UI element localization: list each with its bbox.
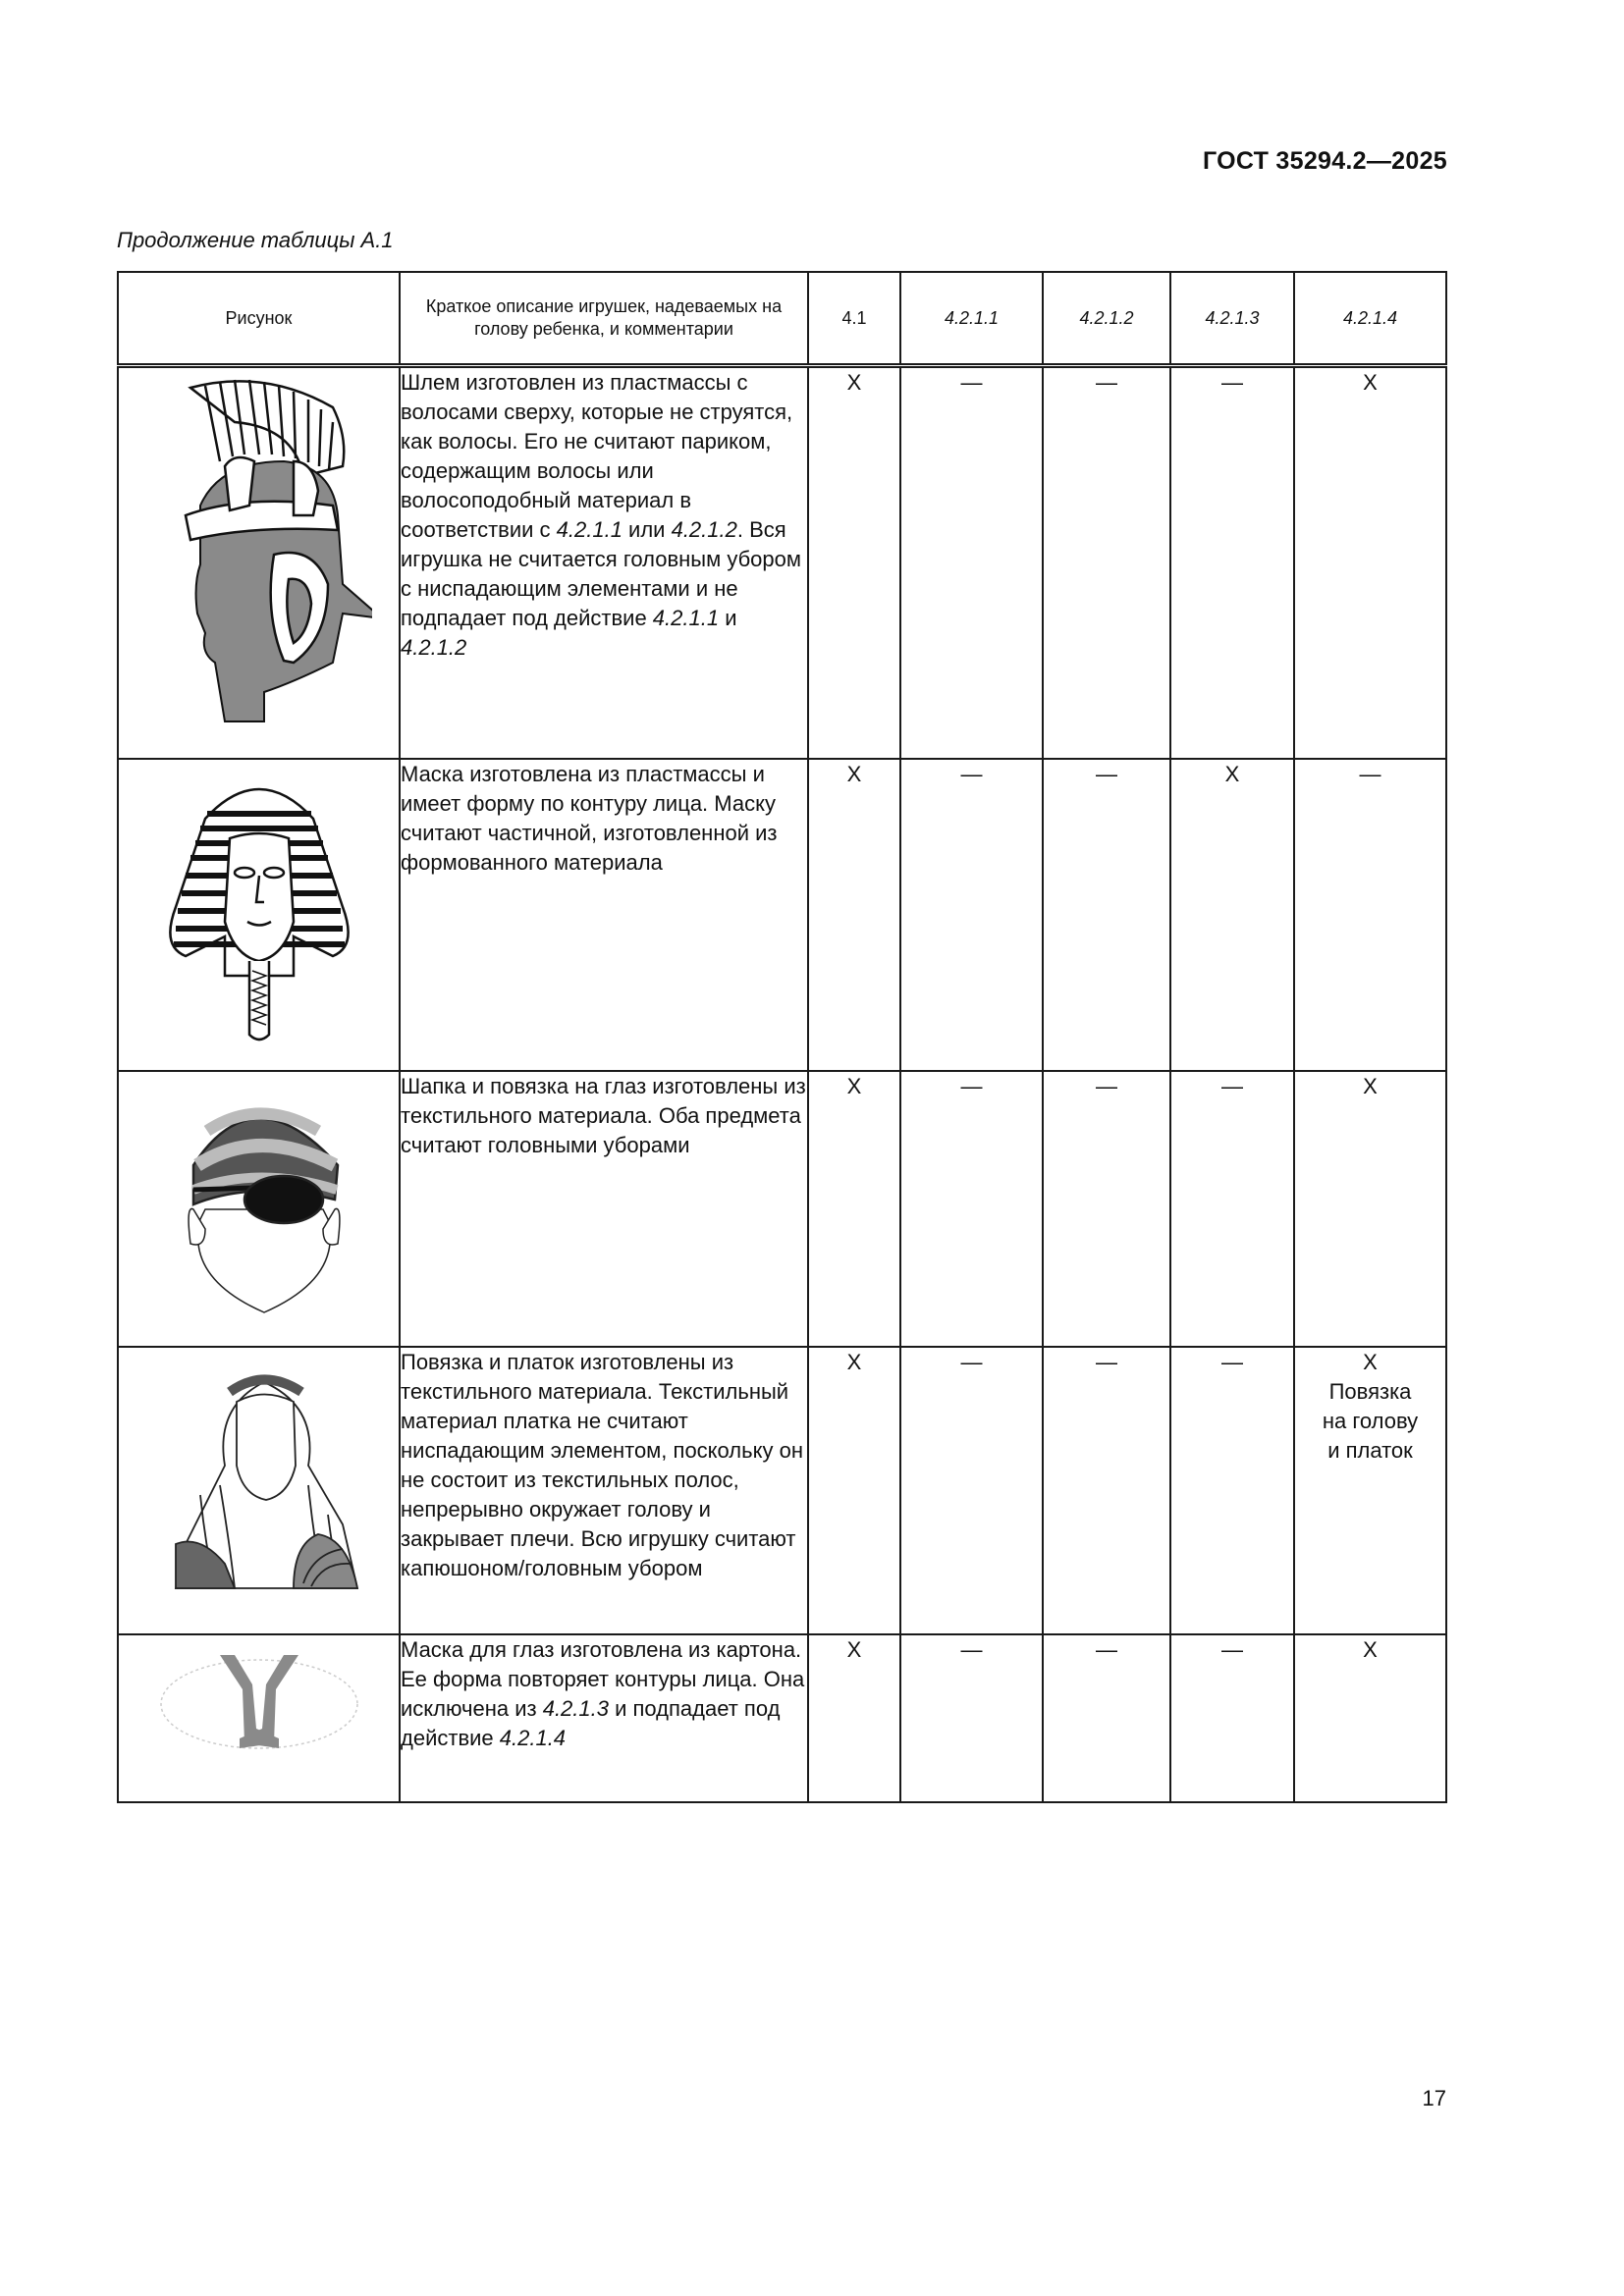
toys-table bbox=[117, 271, 1447, 1803]
clause-reference: 4.2.1.2 bbox=[401, 635, 467, 660]
description-cell bbox=[400, 1634, 808, 1802]
mark-4-1: X bbox=[808, 1634, 900, 1802]
header-4-2-1-2: 4.2.1.2 bbox=[1043, 272, 1170, 366]
description-cell bbox=[400, 1347, 808, 1634]
description-text: Шлем изготовлен из пластмассы с волосами сверху, которые не струятся, как волосы. Его не считают париком, содержащим волосы или волосоподобный материал в соответствии с bbox=[401, 370, 793, 542]
description-cell bbox=[400, 1071, 808, 1347]
mark-4-2-1-4: — bbox=[1294, 759, 1446, 1071]
mark-4-1: X bbox=[808, 1347, 900, 1634]
mark-4-2-1-3: — bbox=[1170, 1071, 1294, 1347]
description-cell bbox=[400, 759, 808, 1071]
mark-4-2-1-1: — bbox=[900, 1071, 1043, 1347]
table-row bbox=[118, 759, 1446, 1071]
description-text: . Вся игрушка не считается головным убором с ниспадающим элементами и не подпадает под действие bbox=[401, 517, 802, 630]
table-row bbox=[118, 1071, 1446, 1347]
table-header-row bbox=[118, 272, 1446, 366]
description-text: Маска для глаз изготовлена из картона. Ее форма повторяет контуры лица. Она исключена из bbox=[401, 1636, 805, 1721]
figure-cell bbox=[118, 1071, 400, 1347]
description-text: и подпадает под действие bbox=[401, 1695, 781, 1750]
table-row bbox=[118, 1634, 1446, 1802]
header-4-1: 4.1 bbox=[808, 272, 900, 366]
mark-4-2-1-2: — bbox=[1043, 1634, 1170, 1802]
clause-reference: 4.2.1.1 bbox=[652, 606, 720, 630]
figure-cell bbox=[118, 1634, 400, 1802]
mark-4-2-1-1: — bbox=[900, 759, 1043, 1071]
mark-4-2-1-1: — bbox=[900, 1634, 1043, 1802]
mark-4-2-1-3: — bbox=[1170, 1634, 1294, 1802]
pharaoh-mask-icon bbox=[146, 760, 372, 1044]
header-figure: Рисунок bbox=[118, 272, 400, 366]
clause-reference: 4.2.1.3 bbox=[542, 1695, 609, 1721]
eye-mask-icon bbox=[146, 1635, 372, 1783]
mark-4-2-1-4: X bbox=[1294, 1071, 1446, 1347]
mark-4-2-1-2: — bbox=[1043, 1071, 1170, 1347]
mark-4-2-1-1: — bbox=[900, 1347, 1043, 1634]
figure-cell bbox=[118, 366, 400, 759]
header-description: Краткое описание игрушек, надеваемых на голову ребенка, и комментарии bbox=[400, 272, 808, 366]
description-text: Повязка и платок изготовлены из текстильного материала. Текстильный материал платка не считают ниспадающим элементом, поскольку он не состоит из текстильных полос, непрерывно окружает голову и закрывает плечи. Всю игрушку считают капюшоном/головным убором bbox=[401, 1349, 803, 1580]
headband-and-headscarf-icon bbox=[146, 1348, 372, 1603]
clause-reference: 4.2.1.2 bbox=[671, 517, 737, 542]
mark-4-2-1-4: X bbox=[1294, 1634, 1446, 1802]
mark-4-1: X bbox=[808, 759, 900, 1071]
figure-cell bbox=[118, 1347, 400, 1634]
table-row bbox=[118, 1347, 1446, 1634]
mark-4-2-1-2: — bbox=[1043, 759, 1170, 1071]
mark-value: X bbox=[1363, 1349, 1378, 1374]
mark-4-2-1-3: — bbox=[1170, 366, 1294, 759]
description-text: и bbox=[719, 606, 737, 630]
header-4-2-1-4: 4.2.1.4 bbox=[1294, 272, 1446, 366]
mark-note-line: на голову bbox=[1322, 1408, 1419, 1433]
mark-4-1: X bbox=[808, 1071, 900, 1347]
table-caption: Продолжение таблицы А.1 bbox=[117, 228, 394, 252]
mark-4-2-1-3: — bbox=[1170, 1347, 1294, 1634]
mark-4-2-1-4 bbox=[1294, 1347, 1446, 1634]
hat-with-eyepatch-icon bbox=[146, 1072, 372, 1327]
helmet-with-crest-icon bbox=[146, 368, 372, 731]
description-text: Маска изготовлена из пластмассы и имеет форму по контуру лица. Маску считают частичной, изготовленной из формованного материала bbox=[401, 761, 778, 875]
mark-4-2-1-2: — bbox=[1043, 1347, 1170, 1634]
mark-4-2-1-3: X bbox=[1170, 759, 1294, 1071]
mark-note-line: и платок bbox=[1327, 1437, 1413, 1463]
mark-note-line: Повязка bbox=[1328, 1378, 1412, 1404]
description-text: или bbox=[622, 517, 672, 542]
mark-4-2-1-1: — bbox=[900, 366, 1043, 759]
figure-cell bbox=[118, 759, 400, 1071]
clause-reference: 4.2.1.1 bbox=[556, 517, 623, 542]
description-text: Шапка и повязка на глаз изготовлены из текстильного материала. Оба предмета считают головными уборами bbox=[401, 1073, 806, 1157]
table-row bbox=[118, 366, 1446, 759]
description-cell bbox=[400, 366, 808, 759]
mark-4-2-1-4: X bbox=[1294, 366, 1446, 759]
header-4-2-1-1: 4.2.1.1 bbox=[900, 272, 1043, 366]
standard-code: ГОСТ 35294.2—2025 bbox=[1202, 147, 1447, 175]
mark-4-2-1-2: — bbox=[1043, 366, 1170, 759]
mark-4-1: X bbox=[808, 366, 900, 759]
clause-reference: 4.2.1.4 bbox=[499, 1725, 567, 1750]
page-number: 17 bbox=[1422, 2086, 1446, 2110]
header-4-2-1-3: 4.2.1.3 bbox=[1170, 272, 1294, 366]
